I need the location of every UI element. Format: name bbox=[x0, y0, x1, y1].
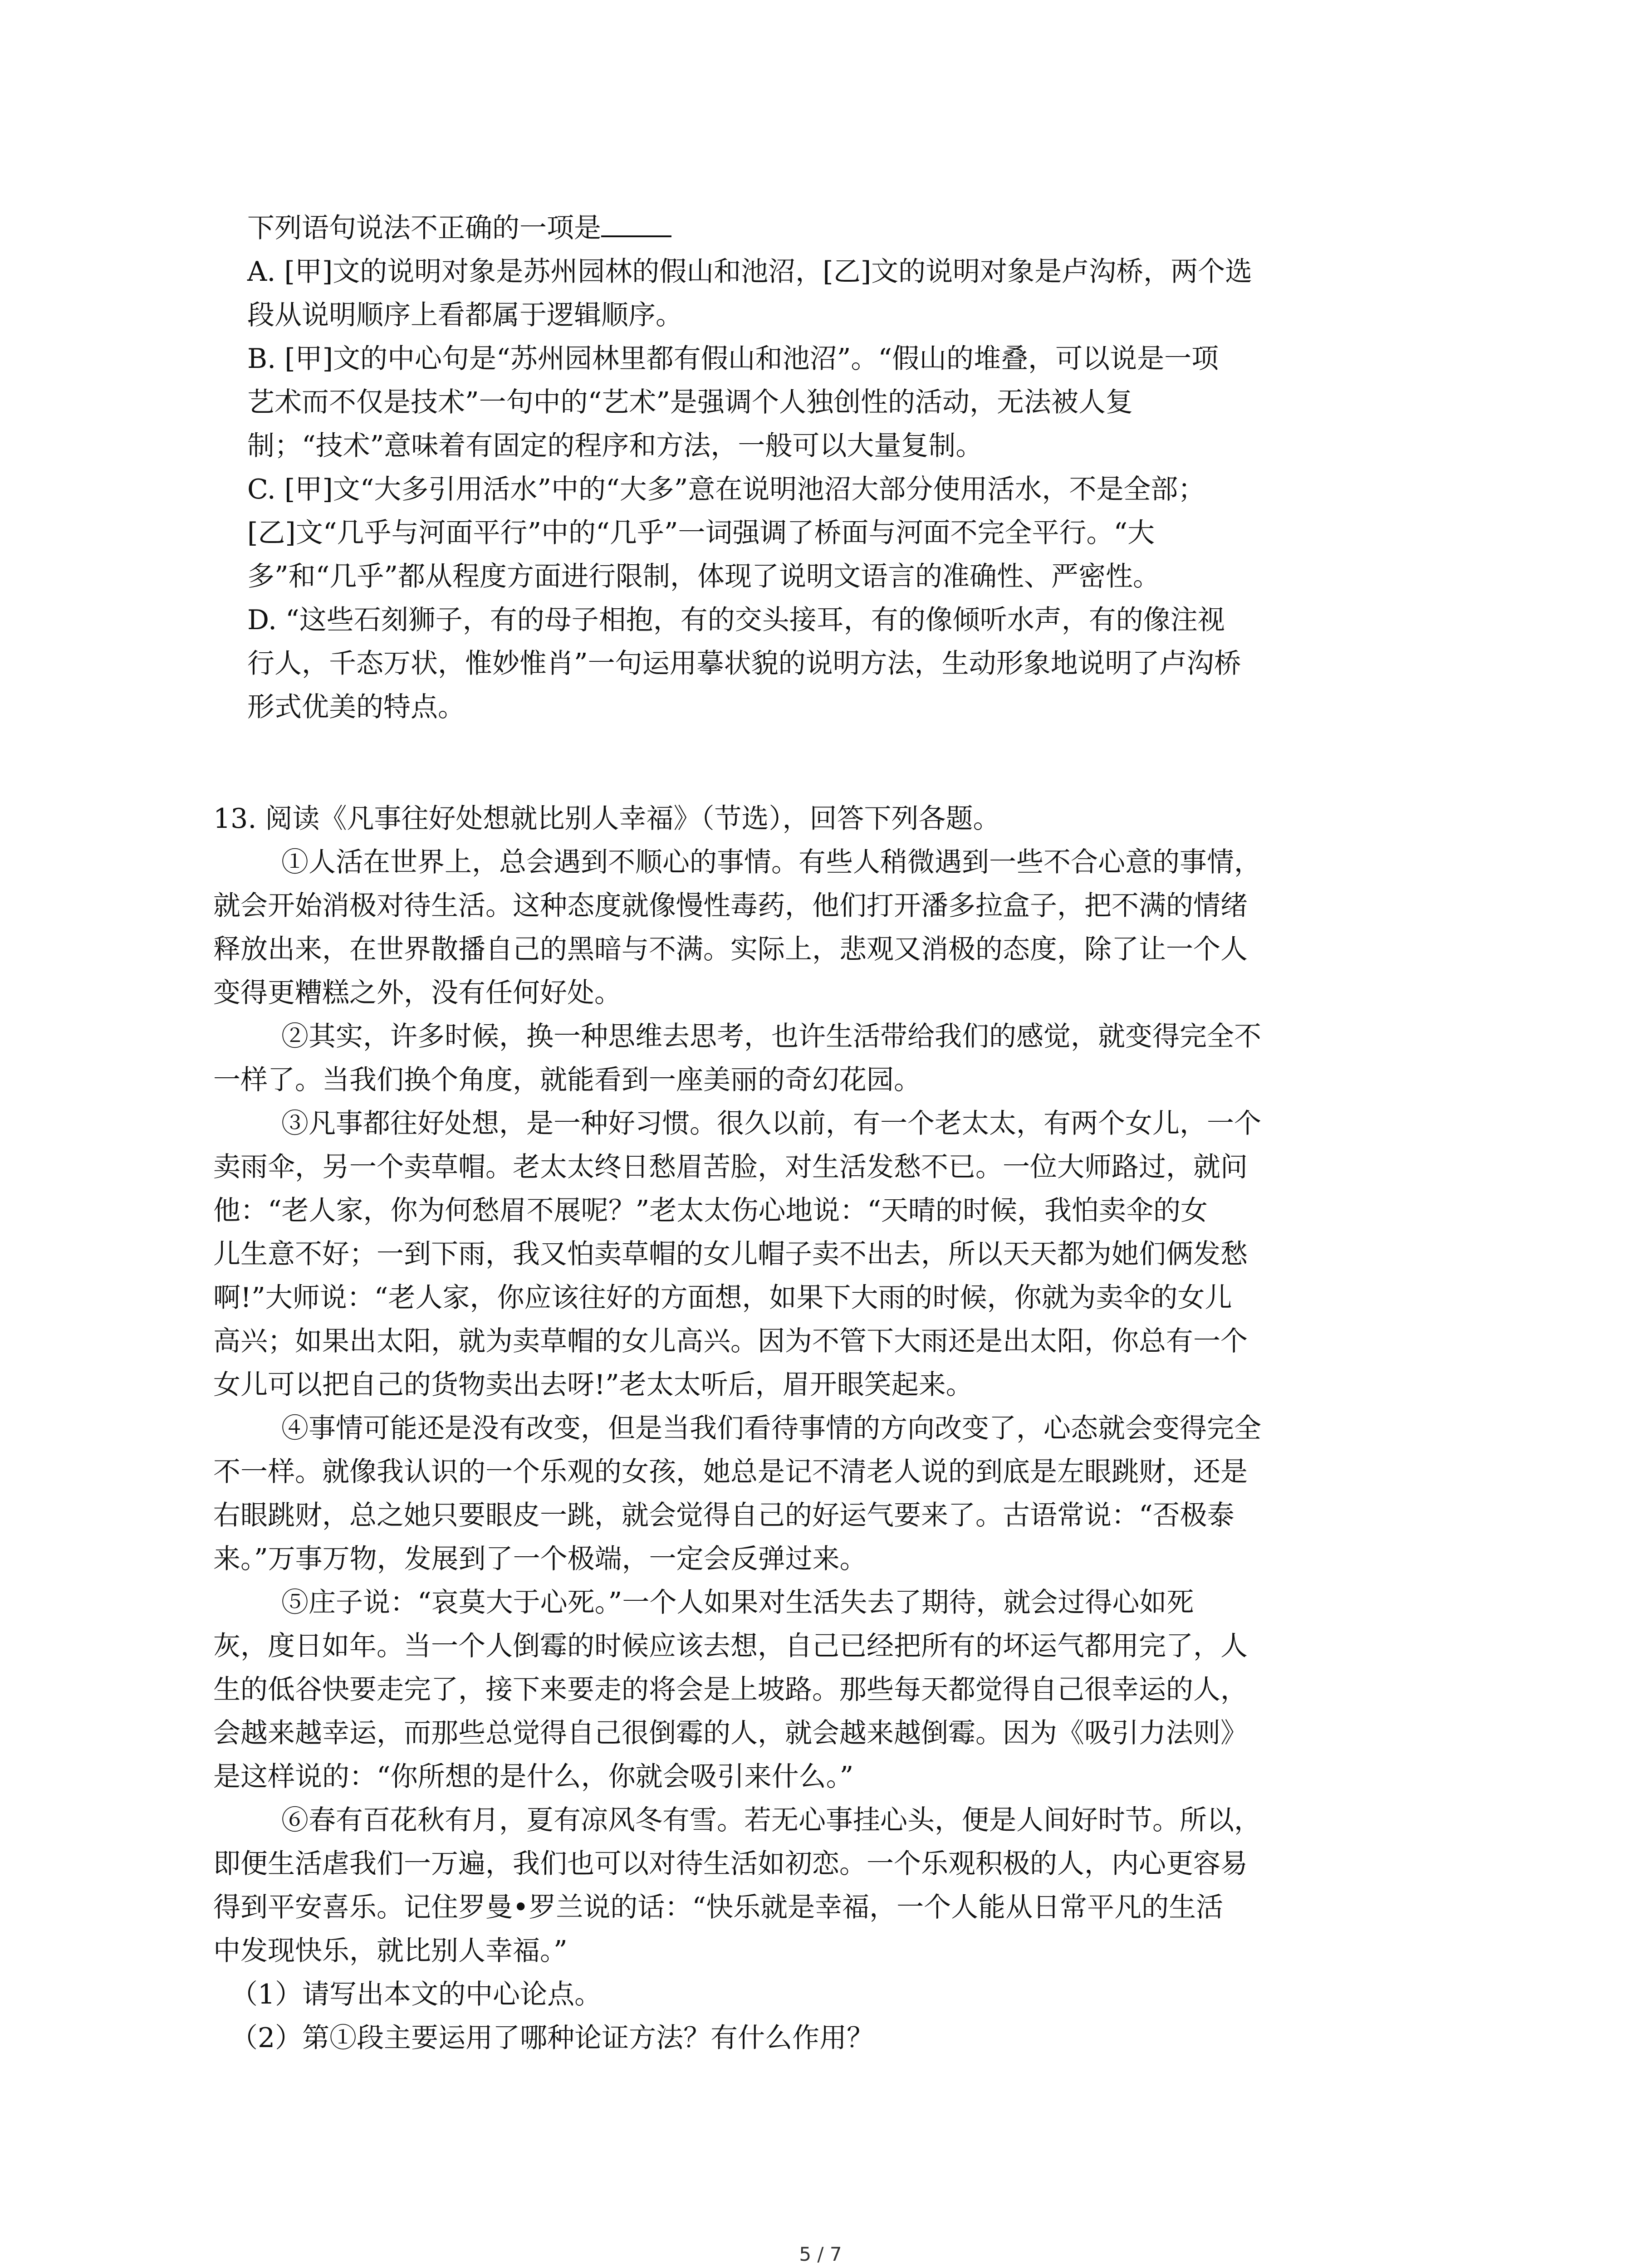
q13-p6-line3: 得到平安喜乐。记住罗曼•罗兰说的话：“快乐就是幸福，一个人能从日常平凡的生活 bbox=[213, 1892, 1224, 1923]
q13-p6-line4: 中发现快乐，就比别人幸福。” bbox=[213, 1935, 568, 1967]
q13-p4-line4: 来。”万事万物，发展到了一个极端，一定会反弹过来。 bbox=[213, 1543, 867, 1575]
q13-p6-line2: 即便生活虐我们一万遍，我们也可以对待生活如初恋。一个乐观积极的人，内心更容易 bbox=[213, 1848, 1248, 1880]
q12-option-d-line2: 行人，千态万状，惟妙惟肖”一句运用摹状貌的说明方法，生动形象地说明了卢沟桥 bbox=[247, 648, 1241, 679]
q13-subquestion-2: （2）第①段主要运用了哪种论证方法？有什么作用？ bbox=[230, 2022, 874, 2054]
q12-option-b-line2: 艺术而不仅是技术”一句中的“艺术”是强调个人独创性的活动，无法被人复 bbox=[247, 386, 1133, 418]
q13-p2-line2: 一样了。当我们换个角度，就能看到一座美丽的奇幻花园。 bbox=[213, 1064, 921, 1096]
page-content bbox=[213, 206, 1434, 2060]
q13-p2-line1: ②其实，许多时候，换一种思维去思考，也许生活带给我们的感觉，就变得完全不 bbox=[281, 1021, 1261, 1052]
section-spacer bbox=[213, 729, 1434, 797]
q13-p4-line3: 右眼跳财，总之她只要眼皮一跳，就会觉得自己的好运气要来了。古语常说：“否极泰 bbox=[213, 1500, 1234, 1531]
q12-option-c-line3: 多”和“几乎”都从程度方面进行限制，体现了说明文语言的准确性、严密性。 bbox=[247, 561, 1161, 592]
q13-p5-line5: 是这样说的：“你所想的是什么，你就会吸引来什么。” bbox=[213, 1761, 854, 1793]
q13-p5-line2: 灰，度日如年。当一个人倒霉的时候应该去想，自己已经把所有的坏运气都用完了，人 bbox=[213, 1630, 1248, 1662]
q12-stem-text: 下列语句说法不正确的一项是 bbox=[247, 212, 601, 244]
q13-p3-line6: 高兴；如果出太阳，就为卖草帽的女儿高兴。因为不管下大雨还是出太阳，你总有一个 bbox=[213, 1325, 1248, 1357]
q13-p3-line1: ③凡事都往好处想，是一种好习惯。很久以前，有一个老太太，有两个女儿，一个 bbox=[281, 1108, 1261, 1139]
q12-option-d-line1: D. “这些石刻狮子，有的母子相抱，有的交头接耳，有的像倾听水声，有的像注视 bbox=[247, 604, 1225, 636]
q12-option-a-line2: 段从说明顺序上看都属于逻辑顺序。 bbox=[247, 299, 683, 331]
q13-p3-line3: 他：“老人家，你为何愁眉不展呢？”老太太伤心地说：“天晴的时候，我怕卖伞的女 bbox=[213, 1195, 1208, 1227]
q13-p3-line5: 啊!”大师说：“老人家，你应该往好的方面想，如果下大雨的时候，你就为卖伞的女儿 bbox=[213, 1282, 1232, 1314]
q12-option-d-line3: 形式优美的特点。 bbox=[247, 691, 465, 723]
q13-p6-line1: ⑥春有百花秋有月，夏有凉风冬有雪。若无心事挂心头，便是人间好时节。所以， bbox=[281, 1804, 1261, 1836]
q12-option-b-line1: B. [甲]文的中心句是“苏州园林里都有假山和池沼”。“假山的堆叠，可以说是一项 bbox=[247, 343, 1219, 375]
q12-option-b-line3: 制；“技术”意味着有固定的程序和方法，一般可以大量复制。 bbox=[247, 430, 983, 462]
q13-p5-line3: 生的低谷快要走完了，接下来要走的将会是上坡路。那些每天都觉得自己很幸运的人， bbox=[213, 1674, 1248, 1706]
q13-p4-line2: 不一样。就像我认识的一个乐观的女孩，她总是记不清老人说的到底是左眼跳财，还是 bbox=[213, 1456, 1248, 1488]
q12-option-a-line1: A. [甲]文的说明对象是苏州园林的假山和池沼，[乙]文的说明对象是卢沟桥，两个选 bbox=[247, 256, 1253, 288]
q13-p1-line3: 释放出来，在世界散播自己的黑暗与不满。实际上，悲观又消极的态度，除了让一个人 bbox=[213, 934, 1248, 965]
q13-subquestion-1: （1）请写出本文的中心论点。 bbox=[230, 1979, 602, 2010]
q12-option-c-line1: C. [甲]文“大多引用活水”中的“大多”意在说明池沼大部分使用活水，不是全部； bbox=[247, 474, 1205, 505]
q13-p5-line1: ⑤庄子说：“哀莫大于心死。”一个人如果对生活失去了期待，就会过得心如死 bbox=[281, 1587, 1194, 1618]
answer-blank bbox=[601, 209, 671, 237]
q13-p1-line1: ①人活在世界上，总会遇到不顺心的事情。有些人稍微遇到一些不合心意的事情， bbox=[281, 846, 1261, 878]
q13-p5-line4: 会越来越幸运，而那些总觉得自己很倒霉的人，就会越来越倒霉。因为《吸引力法则》 bbox=[213, 1717, 1248, 1749]
q12-stem bbox=[213, 206, 1434, 250]
q13-p3-line2: 卖雨伞，另一个卖草帽。老太太终日愁眉苦脸，对生活发愁不已。一位大师路过，就问 bbox=[213, 1151, 1248, 1183]
q13-p3-line4: 儿生意不好；一到下雨，我又怕卖草帽的女儿帽子卖不出去，所以天天都为她们俩发愁 bbox=[213, 1238, 1248, 1270]
q13-p1-line2: 就会开始消极对待生活。这种态度就像慢性毒药，他们打开潘多拉盒子，把不满的情绪 bbox=[213, 890, 1248, 922]
page-number: 5 / 7 bbox=[799, 2243, 842, 2265]
q13-p3-line7: 女儿可以把自己的货物卖出去呀!”老太太听后，眉开眼笑起来。 bbox=[213, 1369, 973, 1401]
q13-p4-line1: ④事情可能还是没有改变，但是当我们看待事情的方向改变了，心态就会变得完全 bbox=[281, 1413, 1261, 1444]
q12-option-c-line2: [乙]文“几乎与河面平行”中的“几乎”一词强调了桥面与河面不完全平行。“大 bbox=[247, 517, 1155, 549]
q13-p1-line4: 变得更糟糕之外，没有任何好处。 bbox=[213, 977, 622, 1009]
q13-title: 13. 阅读《凡事往好处想就比别人幸福》（节选），回答下列各题。 bbox=[213, 803, 1000, 835]
